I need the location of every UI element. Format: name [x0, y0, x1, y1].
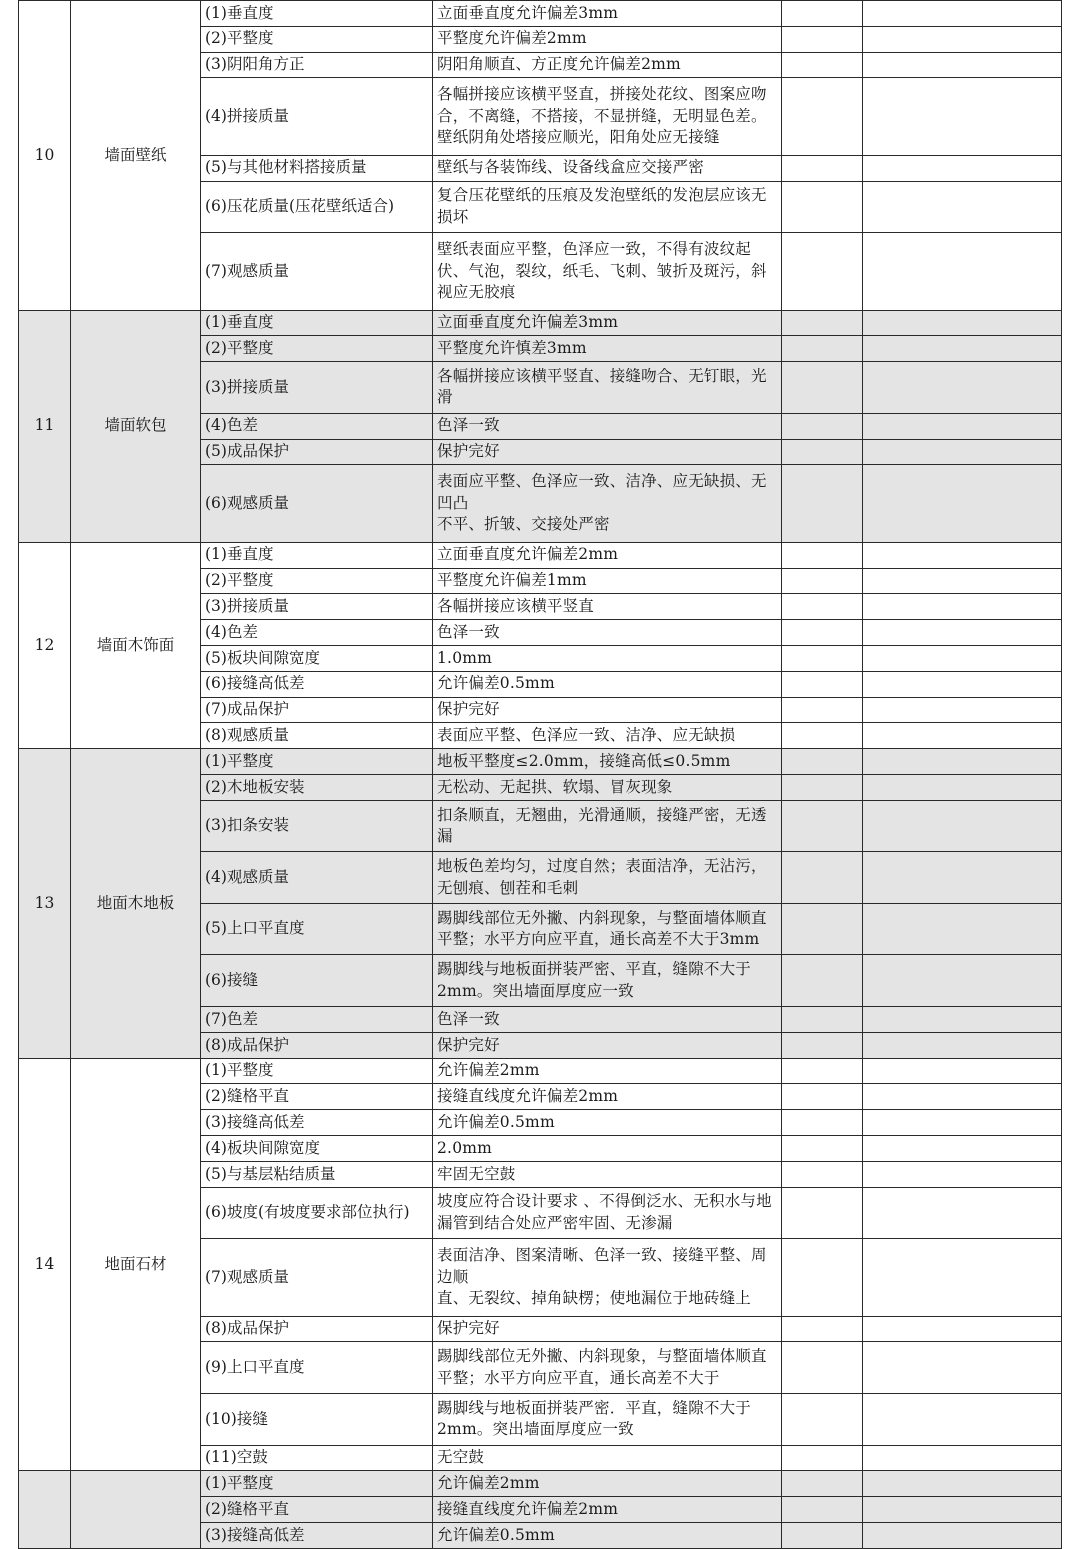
blank-remark-cell[interactable] — [863, 671, 1062, 697]
inspection-item: (4)拼接质量 — [201, 78, 433, 155]
inspection-standard: 壁纸与各装饰线、设备线盒应交接严密 — [433, 155, 782, 181]
blank-remark-cell[interactable] — [863, 800, 1062, 852]
blank-result-cell[interactable] — [782, 310, 863, 336]
blank-result-cell[interactable] — [782, 1342, 863, 1394]
inspection-standard: 立面垂直度允许偏差2mm — [433, 542, 782, 568]
blank-remark-cell[interactable] — [863, 362, 1062, 414]
blank-remark-cell[interactable] — [863, 568, 1062, 594]
inspection-item: (4)板块间隙宽度 — [201, 1136, 433, 1162]
inspection-item: (6)观感质量 — [201, 465, 433, 542]
inspection-item: (11)空鼓 — [201, 1445, 433, 1471]
blank-remark-cell[interactable] — [863, 774, 1062, 800]
inspection-item: (6)接缝 — [201, 955, 433, 1007]
blank-remark-cell[interactable] — [863, 1084, 1062, 1110]
table-row — [19, 1471, 1062, 1497]
inspection-item: (3)接缝高低差 — [201, 1110, 433, 1136]
inspection-item: (5)上口平直度 — [201, 903, 433, 955]
inspection-standard: 无空鼓 — [433, 1445, 782, 1471]
blank-result-cell[interactable] — [782, 1084, 863, 1110]
inspection-standard: 坡度应符合设计要求 、不得倒泛水、无积水与地漏管到结合处应严密牢固、无渗漏 — [433, 1187, 782, 1239]
inspection-item: (2)平整度 — [201, 336, 433, 362]
inspection-standard: 立面垂直度允许偏差3mm — [433, 1, 782, 27]
inspection-standard: 表面应平整、色泽应一致、洁净、应无缺损、无凹凸 不平、折皱、交接处严密 — [433, 465, 782, 542]
inspection-standard: 色泽一致 — [433, 1007, 782, 1033]
inspection-item: (4)色差 — [201, 413, 433, 439]
blank-result-cell[interactable] — [782, 1032, 863, 1058]
inspection-item: (4)观感质量 — [201, 852, 433, 904]
table-row — [19, 310, 1062, 336]
inspection-standard: 保护完好 — [433, 439, 782, 465]
blank-result-cell[interactable] — [782, 52, 863, 78]
inspection-standard: 色泽一致 — [433, 413, 782, 439]
inspection-standard: 表面应平整、色泽应一致、洁净、应无缺损 — [433, 723, 782, 749]
inspection-item: (3)接缝高低差 — [201, 1523, 433, 1549]
inspection-standard: 2.0mm — [433, 1136, 782, 1162]
table-row — [19, 542, 1062, 568]
blank-result-cell[interactable] — [782, 465, 863, 542]
blank-remark-cell[interactable] — [863, 852, 1062, 904]
blank-remark-cell[interactable] — [863, 723, 1062, 749]
table-row — [19, 1, 1062, 27]
blank-remark-cell[interactable] — [863, 181, 1062, 233]
blank-result-cell[interactable] — [782, 1, 863, 27]
inspection-standard: 牢固无空鼓 — [433, 1161, 782, 1187]
group-number: 12 — [19, 542, 71, 748]
blank-result-cell[interactable] — [782, 1471, 863, 1497]
blank-result-cell[interactable] — [782, 155, 863, 181]
blank-remark-cell[interactable] — [863, 413, 1062, 439]
blank-result-cell[interactable] — [782, 233, 863, 310]
blank-remark-cell[interactable] — [863, 1032, 1062, 1058]
inspection-item: (4)色差 — [201, 620, 433, 646]
inspection-standard: 地板色差均匀，过度自然；表面洁净，无沾污，无刨痕、刨茬和毛刺 — [433, 852, 782, 904]
inspection-standard: 平整度允许偏差2mm — [433, 26, 782, 52]
inspection-item: (5)与基层粘结质量 — [201, 1161, 433, 1187]
blank-remark-cell[interactable] — [863, 1007, 1062, 1033]
inspection-standard: 允许偏差0.5mm — [433, 671, 782, 697]
inspection-item: (10)接缝 — [201, 1394, 433, 1446]
group-name — [71, 1471, 201, 1548]
blank-result-cell[interactable] — [782, 1394, 863, 1446]
inspection-item: (2)木地板安装 — [201, 774, 433, 800]
blank-remark-cell[interactable] — [863, 78, 1062, 155]
inspection-standard: 表面洁净、图案清晰、色泽一致、接缝平整、周边顺 直、无裂纹、掉角缺楞；使地漏位于地砖缝上 — [433, 1239, 782, 1316]
blank-result-cell[interactable] — [782, 336, 863, 362]
blank-result-cell[interactable] — [782, 1007, 863, 1033]
inspection-item: (2)平整度 — [201, 26, 433, 52]
inspection-item: (6)接缝高低差 — [201, 671, 433, 697]
inspection-standard: 接缝直线度允许偏差2mm — [433, 1084, 782, 1110]
table-row — [19, 1058, 1062, 1084]
inspection-item: (5)与其他材料搭接质量 — [201, 155, 433, 181]
inspection-standard: 平整度允许慎差3mm — [433, 336, 782, 362]
inspection-standard: 阴阳角顺直、方正度允许偏差2mm — [433, 52, 782, 78]
blank-result-cell[interactable] — [782, 723, 863, 749]
blank-remark-cell[interactable] — [863, 1110, 1062, 1136]
blank-remark-cell[interactable] — [863, 1136, 1062, 1162]
inspection-item: (3)拼接质量 — [201, 362, 433, 414]
blank-result-cell[interactable] — [782, 1136, 863, 1162]
inspection-item: (2)平整度 — [201, 568, 433, 594]
group-name: 墙面壁纸 — [71, 1, 201, 311]
blank-remark-cell[interactable] — [863, 465, 1062, 542]
blank-remark-cell[interactable] — [863, 1394, 1062, 1446]
blank-result-cell[interactable] — [782, 78, 863, 155]
blank-remark-cell[interactable] — [863, 26, 1062, 52]
blank-result-cell[interactable] — [782, 852, 863, 904]
inspection-item: (1)垂直度 — [201, 542, 433, 568]
inspection-standard: 保护完好 — [433, 1032, 782, 1058]
blank-result-cell[interactable] — [782, 413, 863, 439]
blank-result-cell[interactable] — [782, 903, 863, 955]
blank-remark-cell[interactable] — [863, 620, 1062, 646]
blank-remark-cell[interactable] — [863, 955, 1062, 1007]
blank-result-cell[interactable] — [782, 439, 863, 465]
blank-result-cell[interactable] — [782, 542, 863, 568]
inspection-standard: 保护完好 — [433, 697, 782, 723]
blank-remark-cell[interactable] — [863, 155, 1062, 181]
blank-remark-cell[interactable] — [863, 1445, 1062, 1471]
inspection-standard: 立面垂直度允许偏差3mm — [433, 310, 782, 336]
inspection-standard: 踢脚线与地板面拼装严密、平直，缝隙不大于2mm。突出墙面厚度应一致 — [433, 955, 782, 1007]
inspection-item: (1)垂直度 — [201, 310, 433, 336]
inspection-item: (7)成品保护 — [201, 697, 433, 723]
blank-result-cell[interactable] — [782, 362, 863, 414]
blank-remark-cell[interactable] — [863, 310, 1062, 336]
inspection-item: (3)阴阳角方正 — [201, 52, 433, 78]
inspection-standard: 复合压花壁纸的压痕及发泡壁纸的发泡层应该无损坏 — [433, 181, 782, 233]
blank-result-cell[interactable] — [782, 26, 863, 52]
inspection-item: (8)成品保护 — [201, 1032, 433, 1058]
blank-remark-cell[interactable] — [863, 1058, 1062, 1084]
blank-result-cell[interactable] — [782, 749, 863, 775]
inspection-item: (7)观感质量 — [201, 233, 433, 310]
inspection-item: (2)缝格平直 — [201, 1497, 433, 1523]
blank-result-cell[interactable] — [782, 1497, 863, 1523]
blank-remark-cell[interactable] — [863, 1342, 1062, 1394]
inspection-standard: 平整度允许偏差1mm — [433, 568, 782, 594]
blank-result-cell[interactable] — [782, 1239, 863, 1316]
blank-remark-cell[interactable] — [863, 749, 1062, 775]
inspection-standard: 踢脚线部位无外撇、内斜现象，与整面墙体顺直平整；水平方向应平直，通长高差不大于3mm — [433, 903, 782, 955]
blank-remark-cell[interactable] — [863, 1316, 1062, 1342]
inspection-standard: 各幅拼接应该横平竖直、接缝吻合、无钉眼，光滑 — [433, 362, 782, 414]
group-name: 墙面木饰面 — [71, 542, 201, 748]
inspection-item: (1)平整度 — [201, 749, 433, 775]
blank-result-cell[interactable] — [782, 1523, 863, 1549]
blank-remark-cell[interactable] — [863, 336, 1062, 362]
inspection-table-body — [19, 1, 1062, 1549]
inspection-item: (1)垂直度 — [201, 1, 433, 27]
inspection-standard: 踢脚线部位无外撇、内斜现象，与整面墙体顺直平整；水平方向应平直，通长高差不大于 — [433, 1342, 782, 1394]
group-name: 墙面软包 — [71, 310, 201, 542]
blank-result-cell[interactable] — [782, 1316, 863, 1342]
inspection-item: (5)成品保护 — [201, 439, 433, 465]
inspection-standard: 踢脚线与地板面拼装严密．平直，缝隙不大于2mm。突出墙面厚度应一致 — [433, 1394, 782, 1446]
inspection-item: (1)平整度 — [201, 1058, 433, 1084]
blank-result-cell[interactable] — [782, 955, 863, 1007]
group-name: 地面木地板 — [71, 749, 201, 1059]
blank-result-cell[interactable] — [782, 568, 863, 594]
inspection-standard: 接缝直线度允许偏差2mm — [433, 1497, 782, 1523]
blank-remark-cell[interactable] — [863, 903, 1062, 955]
inspection-item: (3)扣条安装 — [201, 800, 433, 852]
blank-result-cell[interactable] — [782, 671, 863, 697]
blank-remark-cell[interactable] — [863, 439, 1062, 465]
blank-remark-cell[interactable] — [863, 542, 1062, 568]
inspection-standard: 允许偏差2mm — [433, 1471, 782, 1497]
inspection-item: (7)色差 — [201, 1007, 433, 1033]
group-number: 10 — [19, 1, 71, 311]
blank-result-cell[interactable] — [782, 697, 863, 723]
inspection-standard: 各幅拼接应该横平竖直 — [433, 594, 782, 620]
blank-result-cell[interactable] — [782, 620, 863, 646]
inspection-standard: 允许偏差0.5mm — [433, 1110, 782, 1136]
blank-result-cell[interactable] — [782, 1058, 863, 1084]
inspection-item: (3)拼接质量 — [201, 594, 433, 620]
inspection-item: (6)坡度(有坡度要求部位执行) — [201, 1187, 433, 1239]
blank-result-cell[interactable] — [782, 1161, 863, 1187]
blank-remark-cell[interactable] — [863, 1523, 1062, 1549]
inspection-item: (2)缝格平直 — [201, 1084, 433, 1110]
inspection-item: (8)成品保护 — [201, 1316, 433, 1342]
inspection-standard: 无松动、无起拱、软塌、冒灰现象 — [433, 774, 782, 800]
blank-result-cell[interactable] — [782, 1187, 863, 1239]
inspection-standard: 色泽一致 — [433, 620, 782, 646]
blank-result-cell[interactable] — [782, 774, 863, 800]
blank-result-cell[interactable] — [782, 800, 863, 852]
blank-result-cell[interactable] — [782, 1110, 863, 1136]
inspection-standard: 保护完好 — [433, 1316, 782, 1342]
blank-result-cell[interactable] — [782, 594, 863, 620]
inspection-standard: 允许偏差0.5mm — [433, 1523, 782, 1549]
blank-remark-cell[interactable] — [863, 1187, 1062, 1239]
group-number: 13 — [19, 749, 71, 1059]
inspection-standard: 壁纸表面应平整，色泽应一致，不得有波纹起伏、气泡，裂纹，纸毛、飞刺、皱折及斑污，斜视应无胶痕 — [433, 233, 782, 310]
blank-remark-cell[interactable] — [863, 1471, 1062, 1497]
inspection-item: (8)观感质量 — [201, 723, 433, 749]
inspection-standard: 地板平整度≤2.0mm，接缝高低≤0.5mm — [433, 749, 782, 775]
blank-remark-cell[interactable] — [863, 233, 1062, 310]
blank-result-cell[interactable] — [782, 1445, 863, 1471]
group-number: 14 — [19, 1058, 71, 1471]
inspection-standard: 各幅拼接应该横平竖直，拼接处花纹、图案应吻合，不离缝，不搭接，不显拼缝，无明显色差。壁纸阴角处塔接应顺光，阳角处应无接缝 — [433, 78, 782, 155]
blank-remark-cell[interactable] — [863, 1, 1062, 27]
table-row — [19, 749, 1062, 775]
inspection-standard: 1.0mm — [433, 645, 782, 671]
blank-remark-cell[interactable] — [863, 645, 1062, 671]
inspection-standard: 扣条顺直，无翘曲，光滑通顺，接缝严密，无透漏 — [433, 800, 782, 852]
blank-remark-cell[interactable] — [863, 697, 1062, 723]
inspection-standard: 允许偏差2mm — [433, 1058, 782, 1084]
blank-remark-cell[interactable] — [863, 1497, 1062, 1523]
blank-result-cell[interactable] — [782, 645, 863, 671]
group-number — [19, 1471, 71, 1548]
blank-remark-cell[interactable] — [863, 594, 1062, 620]
blank-remark-cell[interactable] — [863, 52, 1062, 78]
group-name: 地面石材 — [71, 1058, 201, 1471]
inspection-table — [18, 0, 1062, 1549]
blank-result-cell[interactable] — [782, 181, 863, 233]
inspection-item: (5)板块间隙宽度 — [201, 645, 433, 671]
inspection-item: (1)平整度 — [201, 1471, 433, 1497]
blank-remark-cell[interactable] — [863, 1161, 1062, 1187]
inspection-item: (6)压花质量(压花壁纸适合) — [201, 181, 433, 233]
inspection-item: (9)上口平直度 — [201, 1342, 433, 1394]
inspection-item: (7)观感质量 — [201, 1239, 433, 1316]
blank-remark-cell[interactable] — [863, 1239, 1062, 1316]
group-number: 11 — [19, 310, 71, 542]
